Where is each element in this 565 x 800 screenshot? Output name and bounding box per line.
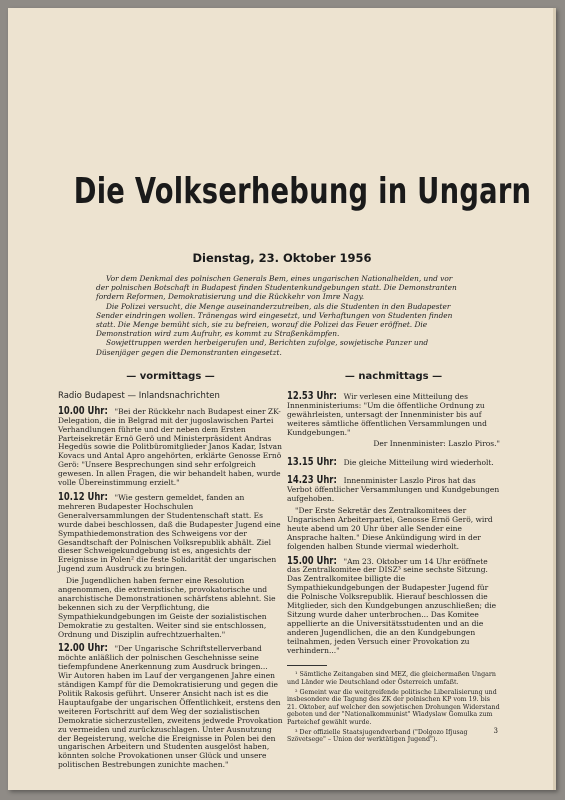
footnote: ³ Der offizielle Staatsjugendverband ("Dolgozo Ifjusag Szövetsege" – Union der werktätigen Jugend").	[287, 728, 468, 744]
entry-time: 12.53 Uhr:	[287, 389, 337, 402]
news-entry	[58, 644, 283, 770]
entry-text: Die Jugendlichen haben ferner eine Resolution angenommen, die extremistische, provokatorische und anarchistische Demonstrationen schärfstens ablehnt. Sie bekennen sich zu der Verpflichtung, die Sympathiekundgebungen im Geiste der sozialistischen Demokratie zu gestalten. Weiter sind sie entschlossen, Ordnung und Disziplin aufrechtzuerhalten."	[58, 576, 276, 639]
entry-paragraph	[58, 490, 283, 574]
entry-text: "Wie gestern gemeldet, fanden an mehreren Budapester Hochschulen Generalversammlungen der Studentenschaft statt. Es wurde dabei beschlossen, daß die Budapester Jugend eine Sympathiedemonstration des Schweigens vor der Gesandtschaft der Polnischen Volksrepublik abhält. Ziel dieser Schweigekundgebung ist es, angesichts der Ereignisse in Polen² die feste Solidarität der ungarischen Jugend zum Ausdruck zu bringen.	[58, 492, 281, 574]
page-number: 3	[493, 727, 498, 735]
news-entry	[58, 490, 283, 640]
intro-paragraph: Sowjettruppen werden herbeigerufen und, Berichten zufolge, sowjetische Panzer und Düsenjäger gegen die Demonstranten eingesetzt.	[96, 338, 429, 357]
entry-paragraph	[287, 476, 500, 504]
section-heading-afternoon: — nachmittags —	[344, 371, 443, 382]
intro-paragraph: Vor dem Denkmal des polnischen Generals Bem, eines ungarischen Nationalhelden, und vor der polnischen Botschaft in Budapest finden Studentenkundgebungen statt. Die Demonstranten fordern Reformen, Demokratisierung und die Rückkehr von Imre Nagy.	[96, 274, 457, 302]
entry-time: 14.23 Uhr:	[287, 474, 337, 487]
column-morning	[58, 373, 283, 775]
footnote: ² Gemeint war die weitgreifende politische Liberalisierung und insbesondere die Tagung des ZK der polnischen KP vom 19. bis 21. Oktober, auf welcher den sowjetischen Drohungen Widerstand geboten und der "Nationalkommunist" Wladyslaw Gomulka zum Parteichef gewählt wurde.	[287, 688, 500, 727]
entry-time: 10.00 Uhr:	[58, 404, 108, 417]
entry-text: Wir verlesen eine Mitteilung des Innenministeriums: "Um die öffentliche Ordnung zu gewährleisten, untersagt der Innenminister bis auf weiteres sämtliche öffentlichen Versammlungen und Kundgebungen."	[287, 391, 487, 437]
entry-paragraph	[287, 458, 500, 468]
entry-paragraph	[287, 554, 500, 656]
news-entry	[287, 389, 500, 449]
entry-time: 10.12 Uhr:	[58, 490, 108, 503]
entry-paragraph	[58, 644, 283, 770]
footnote: ¹ Sämtliche Zeitangaben sind MEZ, die gleichermaßen Ungarn und Länder wie Deutschland oder Österreich umfaßt.	[287, 671, 496, 687]
entry-text: Innenminister Laszlo Piros hat das Verbot öffentlicher Versammlungen und Kundgebungen aufgehoben.	[287, 476, 500, 504]
news-entry	[287, 458, 500, 468]
entry-text: Die gleiche Mitteilung wird wiederholt.	[343, 458, 494, 468]
entry-text: "Der Ungarische Schriftstellerverband möchte anläßlich der polnischen Geschehnisse seine tiefempfundene Anerkennung zum Ausdruck bringen... Wir Autoren haben im Lauf der vergangenen Jahre einen ständigen Kampf für die Demokratisierung und gegen die Politik Rakosis geführt. Unserer Ansicht nach ist es die Hauptaufgabe der ungarischen Öffentlichkeit, erstens den weiteren Fortschritt auf dem Weg der sozialistischen Demokratie sicherzustellen, zweitens jedwede Provokation zu vermeiden und zurückzuschlagen. Unter Ausnutzung der Begeisterung, welche die Ereignisse in Polen bei den ungarischen Arbeitern und Studenten ausgelöst haben, könnten solche Provokationen unser Glück und unsere politischen Bestrebungen zunichte machen."	[58, 644, 283, 770]
document-page	[8, 8, 556, 790]
page-title: Die Volkserhebung in Ungarn	[73, 171, 532, 212]
column-afternoon	[287, 373, 500, 746]
entry-signature: Der Innenminister: Laszlo Piros."	[373, 439, 500, 449]
date-heading: Dienstag, 23. Oktober 1956	[192, 251, 372, 265]
entry-time: 15.00 Uhr:	[287, 554, 337, 567]
entry-text: "Der Erste Sekretär des Zentralkomitees der Ungarischen Arbeiterpartei, Genosse Ernö Gerö, wird heute abend um 20 Uhr über alle Sender eine Ansprache halten." Diese Ankündigung wird in der folgenden halben Stunde viermal wiederholt.	[287, 505, 493, 551]
entry-time: 13.15 Uhr:	[287, 456, 337, 469]
entry-time: 12.00 Uhr:	[58, 642, 108, 655]
intro-text	[96, 274, 461, 357]
entry-paragraph	[58, 404, 283, 488]
section-heading-morning: — vormittags —	[126, 371, 215, 382]
news-entry	[58, 404, 283, 488]
news-entry	[287, 476, 500, 551]
news-entry	[287, 554, 500, 656]
radio-source-label: Radio Budapest — Inlandsnachrichten	[58, 390, 220, 401]
entry-paragraph	[287, 389, 500, 438]
entry-text: "Am 23. Oktober um 14 Uhr eröffnete das Zentralkomitee der DISZ³ seine sechste Sitzung. Das Zentralkomitee billigte die Sympathiekundgebungen der Budapester Jugend für die Polnische Volksrepublik. Hierauf beschlossen die Mitglieder, sich den Kundgebungen anzuschließen; die Sitzung wurde daher unterbrochen... Das Komitee appellierte an die Universitätsstudenten und an die anderen Jugendlichen, die an den Kundgebungen teilnahmen, jeden Versuch einer Provokation zu verhindern..."	[287, 556, 497, 655]
intro-paragraph: Die Polizei versucht, die Menge auseinanderzutreiben, als die Studenten in den Budapester Sender eindringen wollen. Tränengas wird eingesetzt, und Verhaftungen von Studenten finden statt. Die Menge bemüht sich, sie zu befreien, worauf die Polizei das Feuer eröffnet. Die Demonstration wird zum Aufruhr, es kommt zu Straßenkämpfen.	[96, 301, 453, 339]
page-edge	[553, 8, 556, 790]
entry-text: "Bei der Rückkehr nach Budapest einer ZK-Delegation, die in Belgrad mit der jugoslawischen Partei Verhandlungen führte und der neben dem Ersten Parteisekretär Ernö Gerö und Ministerpräsident Andras Hegedüs sowie die Politbüromitglieder Janos Kadar, Istvan Kovacs und Antal Apro angehörten, erklärte Genosse Ernö Gerö: "Unsere Besprechungen sind sehr erfolgreich gewesen. In allen Fragen, die wir behandelt haben, wurde volle Übereinstimmung erzielt."	[58, 406, 282, 488]
footnote-divider	[287, 665, 327, 666]
